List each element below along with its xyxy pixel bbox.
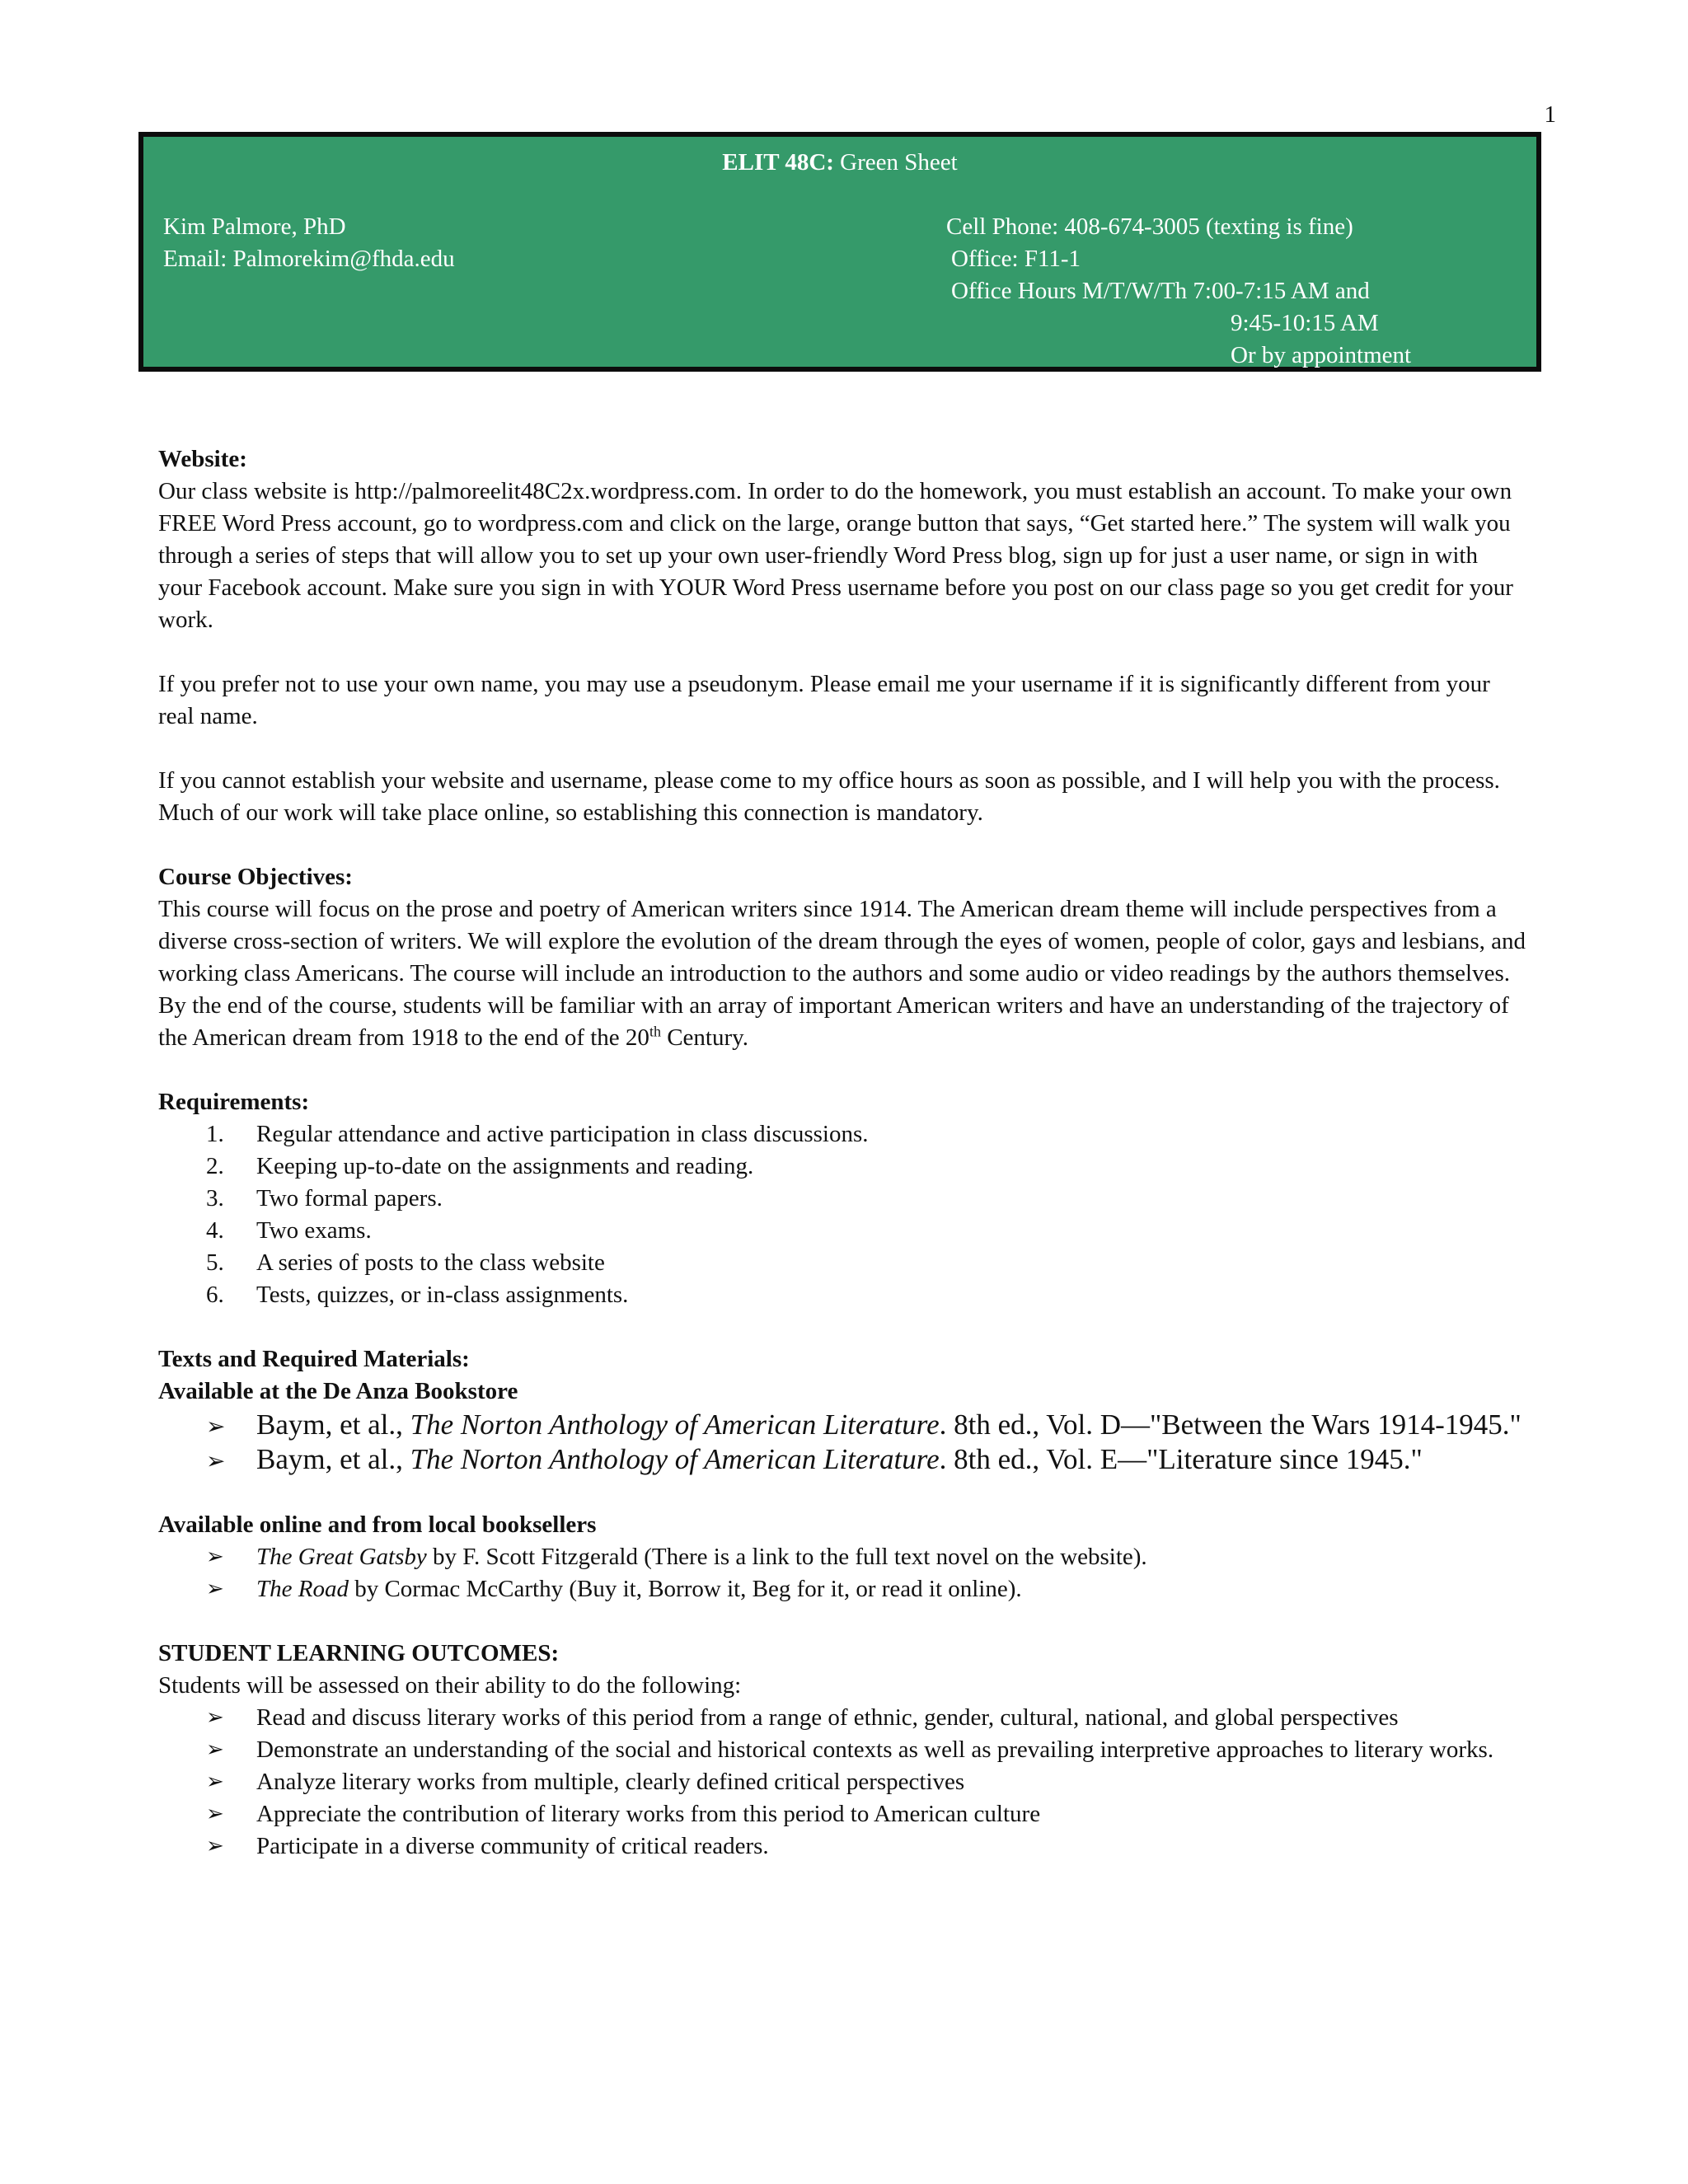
requirement-item [158, 1215, 1526, 1247]
arrow-bullet-icon: ➢ [206, 1705, 224, 1730]
book-title: The Norton Anthology of American Literature [410, 1408, 940, 1441]
book-author: Baym, et al., [256, 1408, 410, 1441]
requirements-list [158, 1118, 1526, 1311]
requirement-item [158, 1279, 1526, 1311]
requirements-heading: Requirements: [158, 1089, 310, 1115]
office-hours-2: 9:45-10:15 AM [1231, 310, 1379, 336]
arrow-bullet-icon: ➢ [206, 1447, 226, 1474]
arrow-bullet-icon: ➢ [206, 1737, 224, 1762]
website-paragraph-2: If you prefer not to use your own name, you may use a pseudonym. Please email me your username if it is significantly different from your real name. [158, 671, 1490, 729]
office: Office: F11-1 [951, 246, 1081, 272]
arrow-bullet-icon: ➢ [206, 1802, 224, 1826]
bookstore-list [158, 1408, 1526, 1477]
bookstore-item [158, 1442, 1526, 1477]
outcome-item [158, 1830, 1526, 1863]
bookstore-item [158, 1408, 1526, 1442]
header-box [138, 132, 1541, 372]
arrow-bullet-icon: ➢ [206, 1834, 224, 1858]
outcomes-intro: Students will be assessed on their ability to do the following: [158, 1672, 742, 1699]
instructor-name: Kim Palmore, PhD [163, 213, 346, 240]
book-author: Baym, et al., [256, 1443, 410, 1475]
instructor-info [163, 211, 455, 275]
book-title: The Road [256, 1576, 349, 1602]
website-paragraph-3: If you cannot establish your website and username, please come to my office hours as soon as possible, and I will help you with the process. Much of our work will take place online, so establishing this connection is mandatory. [158, 767, 1500, 826]
requirement-number: 6. [206, 1282, 224, 1308]
requirement-item [158, 1151, 1526, 1183]
outcome-item [158, 1798, 1526, 1830]
book-title: The Norton Anthology of American Literature [410, 1443, 940, 1475]
office-hours-3: Or by appointment [1231, 342, 1412, 368]
requirement-item [158, 1118, 1526, 1151]
outcome-text: Analyze literary works from multiple, clearly defined critical perspectives [256, 1769, 965, 1795]
requirement-number: 2. [206, 1153, 224, 1179]
arrow-bullet-icon: ➢ [206, 1413, 226, 1440]
bookstore-heading: Available at the De Anza Bookstore [158, 1378, 518, 1404]
arrow-bullet-icon: ➢ [206, 1769, 224, 1794]
header-title [143, 147, 1536, 179]
website-paragraph-1: Our class website is http://palmoreelit48C2x.wordpress.com. In order to do the homework, you must establish an account. To make your own FREE Word Press account, go to wordpress.com and click on the large, orange button that says, “Get started here.” The system will walk you through a series of steps that will allow you to set up your own user-friendly Word Press blog, sign up for just a user name, or sign in with your Facebook account. Make sure you sign in with YOUR Word Press username before you post on our class page so you get credit for your work. [158, 478, 1513, 633]
objectives-text: This course will focus on the prose and poetry of American writers since 1914. The American dream theme will include perspectives from a diverse cross-section of writers. We will explore the evolution of the dream through the eyes of women, people of color, gays and lesbians, and working class Americans. The course will include an introduction to the authors and some audio or video readings by the authors themselves. By the end of the course, students will be familiar with an array of important American writers and have an understanding of the trajectory of the American dream from 1918 to the end of the 20 [158, 896, 1526, 1051]
online-list [158, 1541, 1526, 1605]
outcome-text: Demonstrate an understanding of the social and historical contexts as well as prevailing interpretive approaches to literary works. [256, 1736, 1494, 1763]
outcome-item [158, 1734, 1526, 1766]
online-item [158, 1573, 1526, 1605]
outcome-item [158, 1766, 1526, 1798]
book-details: by F. Scott Fitzgerald (There is a link to the full text novel on the website). [426, 1544, 1147, 1570]
outcomes-list [158, 1702, 1526, 1863]
requirement-text: Regular attendance and active participation in class discussions. [256, 1121, 869, 1147]
requirement-number: 4. [206, 1217, 224, 1244]
outcome-text: Appreciate the contribution of literary works from this period to American culture [256, 1801, 1041, 1827]
book-title: The Great Gatsby [256, 1544, 427, 1570]
requirement-text: Two formal papers. [256, 1185, 443, 1212]
outcome-text: Read and discuss literary works of this period from a range of ethnic, gender, cultural, national, and global perspectives [256, 1704, 1399, 1731]
book-details: by Cormac McCarthy (Buy it, Borrow it, Beg for it, or read it online). [348, 1576, 1022, 1602]
outcome-text: Participate in a diverse community of critical readers. [256, 1833, 769, 1859]
requirement-text: Tests, quizzes, or in-class assignments. [256, 1282, 629, 1308]
office-hours-1: Office Hours M/T/W/Th 7:00-7:15 AM and [951, 278, 1370, 304]
doc-title: Green Sheet [833, 149, 958, 176]
texts-heading: Texts and Required Materials: [158, 1346, 470, 1372]
online-item [158, 1541, 1526, 1573]
requirement-item [158, 1183, 1526, 1215]
book-details: . 8th ed., Vol. E—"Literature since 1945." [939, 1443, 1423, 1475]
document-body [158, 443, 1526, 1863]
book-details: . 8th ed., Vol. D—"Between the Wars 1914-1945." [939, 1408, 1522, 1441]
arrow-bullet-icon: ➢ [206, 1544, 224, 1569]
outcomes-heading: STUDENT LEARNING OUTCOMES: [158, 1640, 560, 1666]
requirement-number: 1. [206, 1121, 224, 1147]
requirement-text: Two exams. [256, 1217, 372, 1244]
requirement-item [158, 1247, 1526, 1279]
requirement-number: 3. [206, 1185, 224, 1212]
objectives-paragraph [158, 893, 1526, 1054]
objectives-heading: Course Objectives: [158, 864, 353, 890]
course-code: ELIT 48C: [722, 149, 834, 176]
objectives-text-end: Century. [660, 1024, 748, 1051]
page-number: 1 [1544, 101, 1556, 128]
outcome-item [158, 1702, 1526, 1734]
arrow-bullet-icon: ➢ [206, 1577, 224, 1601]
instructor-email: Email: Palmorekim@fhda.edu [163, 246, 455, 272]
requirement-text: A series of posts to the class website [256, 1249, 605, 1276]
cell-phone: Cell Phone: 408-674-3005 (texting is fine) [946, 213, 1353, 240]
website-heading: Website: [158, 446, 247, 472]
online-heading: Available online and from local booksellers [158, 1511, 597, 1538]
superscript: th [649, 1023, 661, 1040]
contact-info [946, 211, 1412, 372]
requirement-text: Keeping up-to-date on the assignments and reading. [256, 1153, 754, 1179]
requirement-number: 5. [206, 1249, 224, 1276]
